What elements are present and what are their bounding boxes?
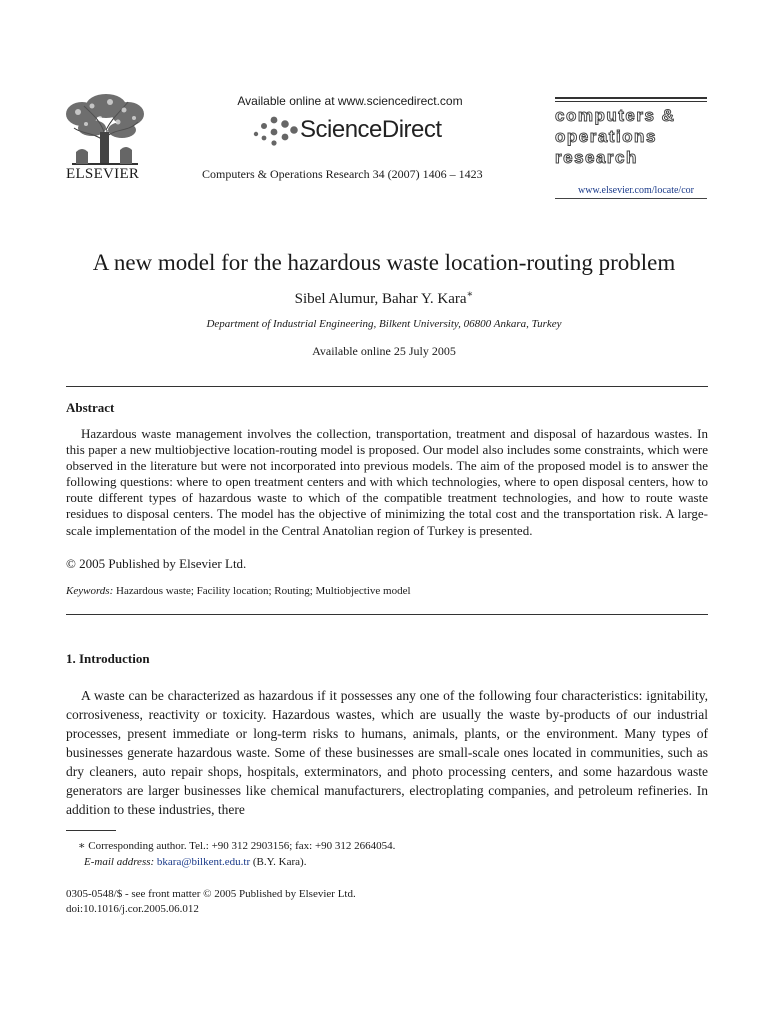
- abstract-heading: Abstract: [66, 400, 115, 415]
- introduction-body: [66, 686, 708, 819]
- journal-title-block: [555, 97, 707, 165]
- abstract-bottom-rule: [66, 614, 708, 615]
- journal-title-rule: [555, 97, 707, 99]
- email-link[interactable]: bkara@bilkent.edu.tr: [156, 856, 251, 868]
- email-suffix: (B.Y. Kara).: [250, 856, 307, 868]
- journal-title-line: operations: [555, 127, 657, 146]
- keywords-list: Hazardous waste; Facility location; Routing; Multiobjective model: [116, 585, 411, 597]
- email-label: E-mail address:: [84, 856, 155, 868]
- sciencedirect-dots-icon: [250, 112, 300, 150]
- footnote-rule: [66, 830, 116, 831]
- sciencedirect-logo-text: ScienceDirect: [300, 116, 442, 143]
- journal-title-line: research: [555, 148, 638, 167]
- introduction-paragraph: A waste can be characterized as hazardous if it possesses any one of the following four characteristics: ignitability, corrosiveness, reactivity or toxicity. Hazardous wastes, which are usually the waste by-products of our industrial processes, present immediate or long-term risks to humans, animals, plants, or the environment. Many types of businesses generate hazardous waste. Some of these businesses are small-scale ones located in communities, such as dry cleaners, auto repair shops, hospitals, exterminators, and photo processing centers, and some hazardous waste generators are larger businesses like chemical manufacturers, electroplating companies, and petroleum refineries. In addition to these industries, there: [66, 688, 708, 817]
- article-authors: [0, 289, 768, 308]
- abstract-body: [66, 426, 708, 539]
- abstract-top-rule: [66, 386, 708, 387]
- keywords-label: Keywords:: [66, 585, 114, 597]
- section-heading-introduction: 1. Introduction: [66, 651, 150, 666]
- journal-title-rule-thin: [555, 101, 707, 102]
- available-online-text[interactable]: Available online at www.sciencedirect.com: [237, 94, 463, 108]
- corresponding-author-footnote: ∗ Corresponding author. Tel.: +90 312 2903156; fax: +90 312 2664054.: [78, 840, 396, 852]
- journal-url-link[interactable]: www.elsevier.com/locate/cor: [578, 185, 694, 196]
- article-title: A new model for the hazardous waste location-routing problem: [92, 250, 676, 275]
- publisher-name: ELSEVIER: [66, 166, 140, 182]
- corresponding-author-mark[interactable]: ∗: [466, 289, 474, 300]
- doi-text[interactable]: doi:10.1016/j.cor.2005.06.012: [66, 903, 199, 915]
- author-names: Sibel Alumur, Bahar Y. Kara: [294, 291, 467, 307]
- front-matter-imprint: 0305-0548/$ - see front matter © 2005 Published by Elsevier Ltd.: [66, 888, 356, 900]
- journal-url-rule: [555, 198, 707, 199]
- email-footnote: [84, 856, 306, 868]
- journal-reference: Computers & Operations Research 34 (2007) 1406 – 1423: [202, 167, 483, 181]
- abstract-text: Hazardous waste management involves the collection, transportation, treatment and disposal of hazardous wastes. In this paper a new multiobjective location-routing model is proposed. Our model also includes some constraints, which were observed in the literature but were not incorporated into previous models. The aim of the proposed model is to answer the following questions: where to open treatment centers and with which technologies, where to open disposal centers, how to route different types of hazardous waste to which of the compatible treatment technologies, and how to route waste residues to disposal centers. The model has the objective of minimizing the total cost and the transportation risk. A large-scale implementation of the model in the Central Anatolian region of Turkey is presented.: [66, 426, 708, 538]
- keywords-line: [66, 585, 411, 597]
- abstract-copyright: © 2005 Published by Elsevier Ltd.: [66, 556, 247, 571]
- author-affiliation: Department of Industrial Engineering, Bilkent University, 06800 Ankara, Turkey: [206, 318, 562, 330]
- available-date: Available online 25 July 2005: [312, 344, 456, 358]
- journal-title-line: computers &: [555, 106, 676, 125]
